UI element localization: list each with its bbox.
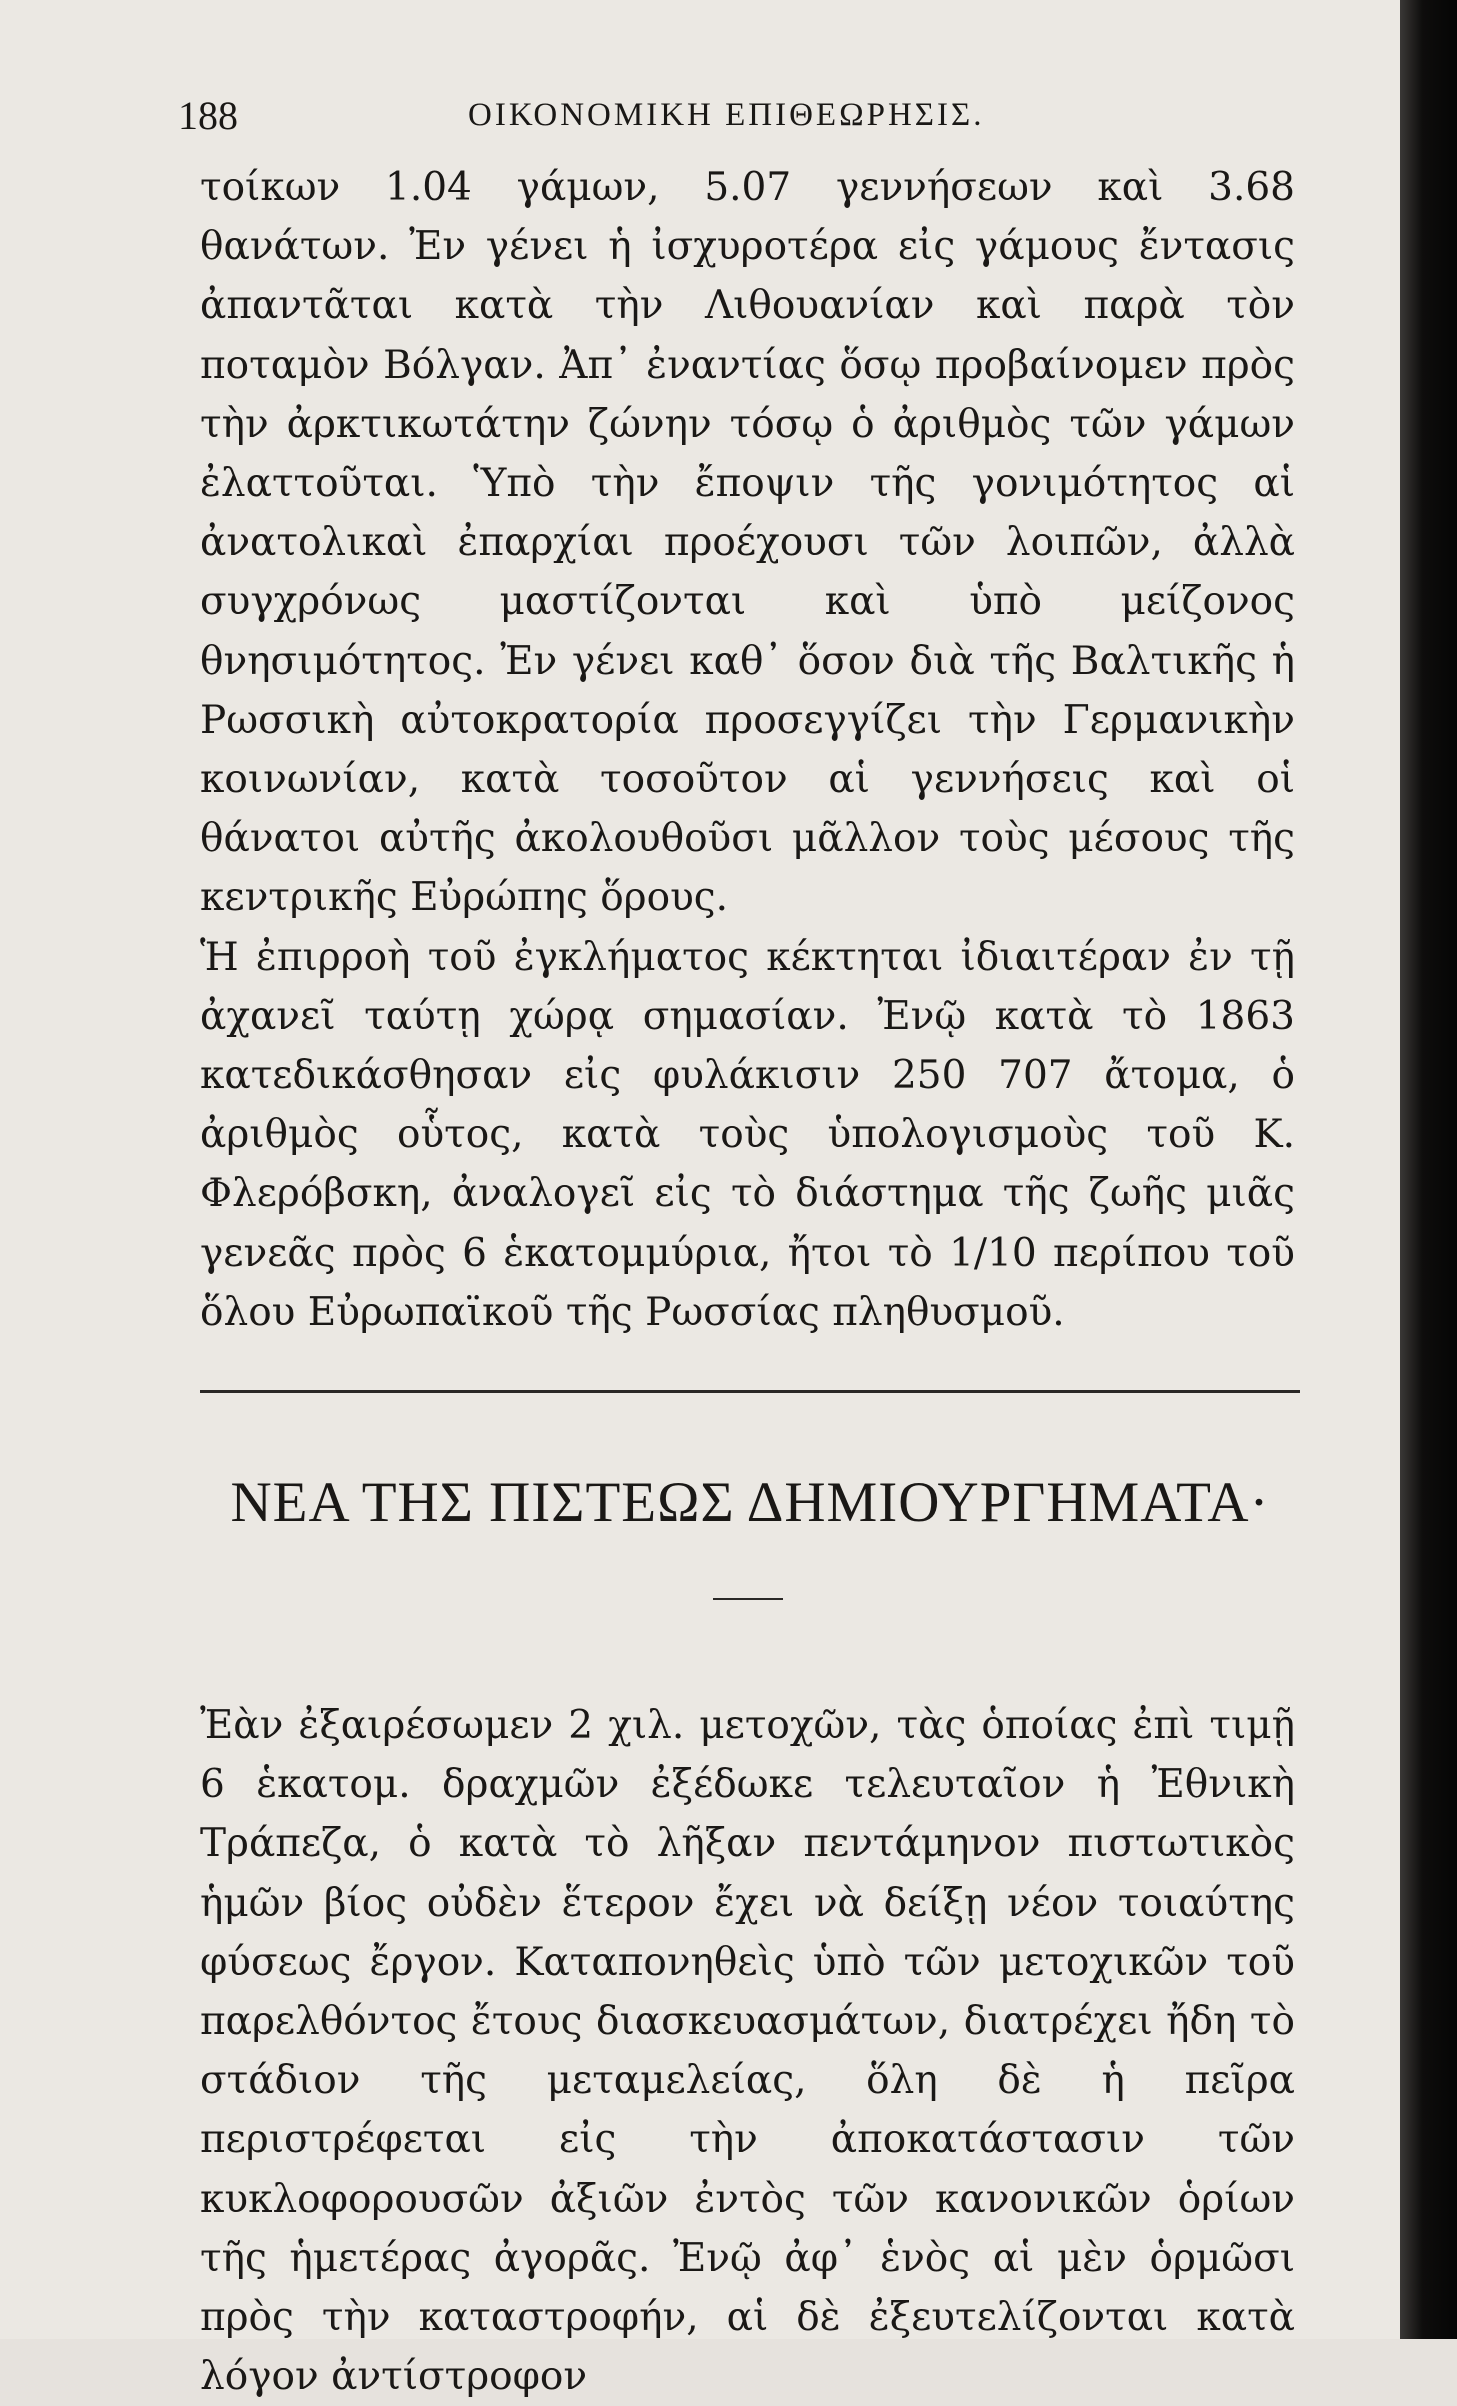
section-two-body [200,1696,1295,2406]
section-heading: ΝΕΑ ΤΗΣ ΠΙΣΤΕΩΣ ΔΗΜΙΟΥΡΓΗΜΑΤΑ· [230,1471,1270,1534]
paragraph-credit: Ἐὰν ἐξαιρέσωμεν 2 χιλ. μετοχῶν, τὰς ὁποίας ἐπὶ τιμῇ 6 ἑκατομ. δραχμῶν ἐξέδωκε τελευταῖον ἡ Ἐθνικὴ Τράπεζα, ὁ κατὰ τὸ λῆξαν πεντάμηνον πιστωτικὸς ἡμῶν βίος οὐδὲν ἕτερον ἔχει νὰ δείξῃ νέον τοιαύτης φύσεως ἔργον. Καταπονηθεὶς ὑπὸ τῶν μετοχικῶν τοῦ παρελθόντος ἔτους διασκευασμάτων, διατρέχει ἤδη τὸ στάδιον τῆς μεταμελείας, ὅλη δὲ ἡ πεῖρα περιστρέφεται εἰς τὴν ἀποκατάστασιν τῶν κυκλοφορουσῶν ἀξιῶν ἐντὸς τῶν κανονικῶν ὁρίων τῆς ἡμετέρας ἀγορᾶς. Ἐνῷ ἀφ᾽ ἑνὸς αἱ μὲν ὁρμῶσι πρὸς τὴν καταστροφήν, αἱ δὲ ἐξευτελίζονται κατὰ λόγον ἀντίστροφον [200,1703,1295,2400]
running-head [178,80,1308,150]
book-spine-shadow [1400,0,1457,2339]
page-number: 188 [178,92,238,138]
paragraph-population: τοίκων 1.04 γάμων, 5.07 γεννήσεων καὶ 3.68 θανάτων. Ἐν γένει ἡ ἰσχυροτέρα εἰς γάμους ἔντασις ἀπαντᾶται κατὰ τὴν Λιθουανίαν καὶ παρὰ τὸν ποταμὸν Βόλγαν. Ἀπ᾽ ἐναντίας ὅσῳ προβαίνομεν πρὸς τὴν ἀρκτικωτάτην ζώνην τόσῳ ὁ ἀριθμὸς τῶν γάμων ἐλαττοῦται. Ὑπὸ τὴν ἔποψιν τῆς γονιμότητος αἱ ἀνατολικαὶ ἐπαρχίαι προέχουσι τῶν λοιπῶν, ἀλλὰ συγχρόνως μαστίζονται καὶ ὑπὸ μείζονος θνησιμότητος. Ἐν γένει καθ᾽ ὅσον διὰ τῆς Βαλτικῆς ἡ Ρωσσικὴ αὐτοκρατορία προσεγγίζει τὴν Γερμανικὴν κοινωνίαν, κατὰ τοσοῦτον αἱ γεννήσεις καὶ οἱ θάνατοι αὐτῆς ἀκολουθοῦσι μᾶλλον τοὺς μέσους τῆς κεντρικῆς Εὐρώπης ὅρους. [200,165,1295,921]
paragraph-crime: Ἡ ἐπιρροὴ τοῦ ἐγκλήματος κέκτηται ἰδιαιτέραν ἐν τῇ ἀχανεῖ ταύτῃ χώρᾳ σημασίαν. Ἐνῷ κατὰ τὸ 1863 κατεδικάσθησαν εἰς φυλάκισιν 250 707 ἄτομα, ὁ ἀριθμὸς οὗτος, κατὰ τοὺς ὑπολογισμοὺς τοῦ Κ. Φλερόβσκη, ἀναλογεῖ εἰς τὸ διάστημα τῆς ζωῆς μιᾶς γενεᾶς πρὸς 6 ἑκατομμύρια, ἤτοι τὸ 1/10 περίπου τοῦ ὅλου Εὐρωπαϊκοῦ τῆς Ρωσσίας πληθυσμοῦ. [200,934,1295,1335]
heading-underline [713,1598,783,1600]
section-divider [200,1390,1300,1393]
running-title: ΟΙΚΟΝΟΜΙΚΗ ΕΠΙΘΕΩΡΗΣΙΣ. [468,96,985,133]
section-one-body [200,158,1295,1342]
